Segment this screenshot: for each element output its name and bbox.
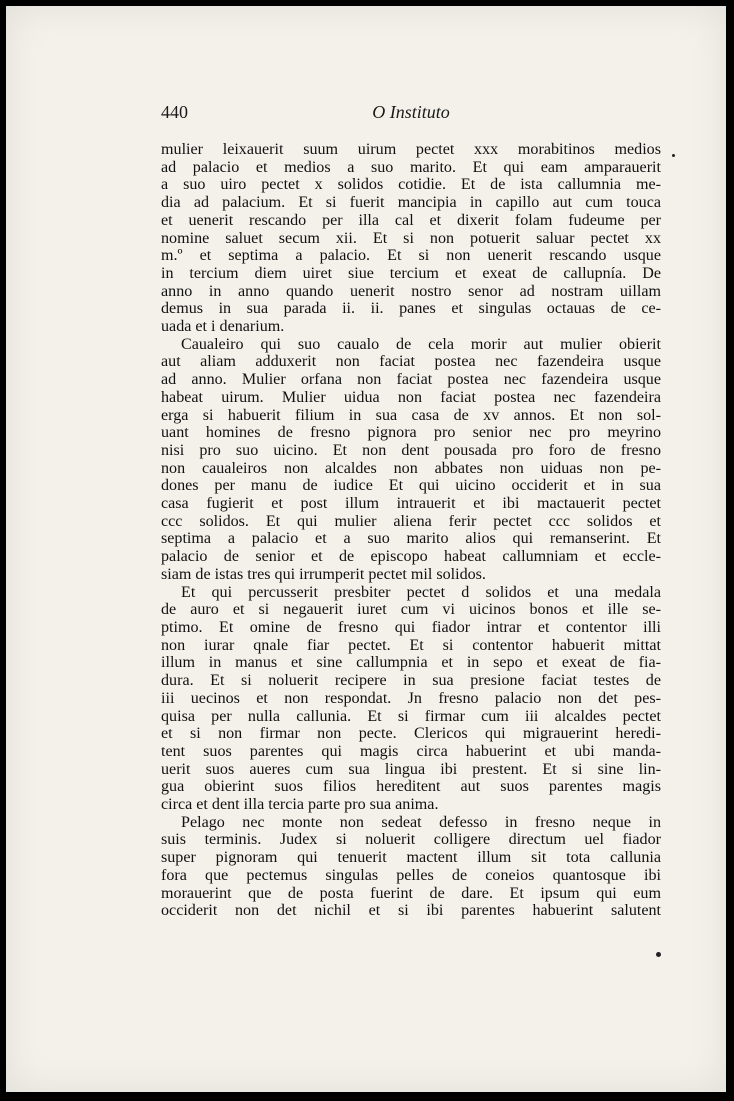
paragraph xyxy=(161,814,661,920)
text-line: de auro et si negauerit iuret cum vi uicinos bonos et ille se- xyxy=(161,601,661,619)
text-line: circa et dent illa tercia parte pro sua anima. xyxy=(161,796,439,814)
text-line: casa fugierit et post illum intrauerit et ibi mactauerit pectet xyxy=(161,495,661,513)
text-line: dia ad palacium. Et si fuerit mancipia in capillo aut cum touca xyxy=(161,194,661,212)
text-line: tent suos parentes qui magis circa habuerint et ubi manda- xyxy=(161,742,661,760)
body-text xyxy=(161,141,661,920)
text-line: illum in manus et sine callumpnia et in sepo et exeat de fia- xyxy=(161,654,661,672)
running-title: O Instituto xyxy=(372,102,450,122)
text-line: Et qui percusserit presbiter pectet d solidos et una medala xyxy=(181,583,661,601)
paragraph xyxy=(161,584,661,814)
text-line: Pelago nec monte non sedeat defesso in fresno neque in xyxy=(181,813,661,831)
text-line: super pignoram qui tenuerit mactent illum sit tota callunia xyxy=(161,849,661,867)
text-line: siam de istas tres qui irrumperit pectet mil solidos. xyxy=(161,565,486,583)
text-line: mulier leixauerit suum uirum pectet xxx morabitinos medios xyxy=(161,141,661,158)
text-line: ptimo. Et omine de fresno qui fiador intrar et contentor illi xyxy=(161,618,661,636)
scanned-page xyxy=(6,6,726,1092)
paragraph xyxy=(161,336,661,584)
text-line: iii uecinos et non respondat. Jn fresno palacio non det pes- xyxy=(161,689,661,707)
text-line: suis terminis. Judex si noluerit colligere directum uel fiador xyxy=(161,831,661,849)
text-line: uada et i denarium. xyxy=(161,318,285,336)
text-line: occiderit non det nichil et si ibi parentes habuerint salutent xyxy=(161,902,661,920)
text-line: uant homines de fresno pignora pro senior nec pro meyrino xyxy=(161,424,661,442)
text-line: fora que pectemus singulas pelles de coneios quantosque ibi xyxy=(161,866,661,884)
text-line: non iurar qnale fiar pectet. Et si contentor habuerit mittat xyxy=(161,636,661,654)
text-line: ccc solidos. Et qui mulier aliena ferir pectet ccc solidos et xyxy=(161,512,661,530)
text-line: in tercium diem uiret siue tercium et exeat de callupnía. De xyxy=(161,264,661,282)
text-line: ad palacio et medios a suo marito. Et qui eam amparauerit xyxy=(161,158,661,176)
page-header xyxy=(161,102,661,126)
text-line: dones per manu de iudice Et qui uicino occiderit et in sua xyxy=(161,477,661,495)
text-line: et si non firmar non pecte. Clericos qui migrauerint heredi- xyxy=(161,725,661,743)
text-line: ad anno. Mulier orfana non faciat postea nec fazendeira usque xyxy=(161,371,661,389)
scan-speck xyxy=(672,154,675,157)
text-line: erga si habuerit filium in sua casa de xv annos. Et non sol- xyxy=(161,406,661,424)
text-line: nisi pro suo uicino. Et non dent pousada pro foro de fresno xyxy=(161,441,661,459)
text-line: nomine saluet secum xii. Et si non potuerit saluar pectet xx xyxy=(161,229,661,247)
text-line: morauerint que de posta fuerint de dare. Et ipsum qui eum xyxy=(161,884,661,902)
text-line: aut aliam adduxerit non faciat postea nec fazendeira usque xyxy=(161,353,661,371)
text-line: Caualeiro qui suo caualo de cela morir aut mulier obierit xyxy=(181,335,661,353)
text-line: et uenerit rescando per illa cal et dixerit folam fudeume per xyxy=(161,211,661,229)
text-line: septima a palacio et a suo marito alios qui remanserint. Et xyxy=(161,530,661,548)
paragraph xyxy=(161,141,661,336)
scan-speck xyxy=(656,952,661,957)
text-line: palacio de senior et de episcopo habeat callumniam et eccle- xyxy=(161,548,661,566)
text-line: non caualeiros non alcaldes non abbates non uiduas non pe- xyxy=(161,459,661,477)
page-number: 440 xyxy=(161,102,188,122)
text-line: quisa per nulla callunia. Et si firmar cum iii alcaldes pectet xyxy=(161,707,661,725)
text-line: gua obierint suos filios hereditent aut suos parentes magis xyxy=(161,778,661,796)
text-line: anno in anno quando uenerit nostro senor ad nostram uillam xyxy=(161,282,661,300)
text-line: uerit suos aueres cum sua lingua ibi prestent. Et si sine lin- xyxy=(161,760,661,778)
text-line: habeat uirum. Mulier uidua non faciat postea nec fazendeira xyxy=(161,388,661,406)
text-line: dura. Et si noluerit recipere in sua presione faciat testes de xyxy=(161,672,661,690)
text-line: a suo uiro pectet x solidos cotidie. Et de ista callumnia me- xyxy=(161,176,661,194)
text-line: demus in sua parada ii. ii. panes et singulas octauas de ce- xyxy=(161,300,661,318)
text-line: m.º et septima a palacio. Et si non uenerit rescando usque xyxy=(161,247,661,265)
